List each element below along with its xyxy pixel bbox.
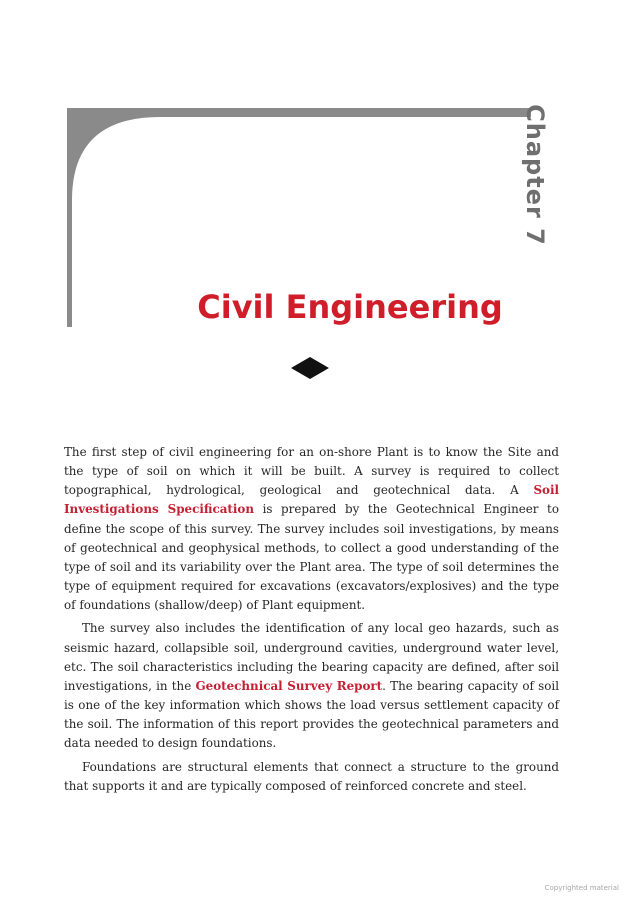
chapter-label-text: Chapter 7 (521, 104, 549, 246)
chapter-title: Civil Engineering (197, 288, 503, 326)
paragraph-1-before: The first step of civil engineering for an on-shore Plant is to know the Site and the type of soil on which it will be built. A survey is required to collect topographical, hydrological, geological and geotechnical data. A (64, 445, 559, 498)
paragraph-2 (64, 619, 559, 753)
body-text (64, 443, 559, 800)
paragraph-3: Foundations are structural elements that connect a structure to the ground that supports it and are typically composed of reinforced concrete and steel. (64, 759, 559, 793)
chapter-label (510, 104, 560, 246)
paragraph-2-before: The survey also includes the identification of any local geo hazards, such as seismic hazard, collapsible soil, underground cavities, underground water level, etc. The soil characteristics including the bearing capacity are defined, after soil investigations, in the (64, 621, 559, 693)
paragraph-2-after: . The bearing capacity of soil is one of the key information which shows the load versus settlement capacity of the soil. The information of this report provides the geotechnical parameters and data needed to design foundations. (64, 678, 559, 751)
geotechnical-survey-report-term: Geotechnical Survey Report (195, 678, 383, 693)
paragraph-1-after: is prepared by the Geotechnical Engineer to define the scope of this survey. The survey includes soil investigations, by means of geotechnical and geophysical methods, to collect a good understanding of the type of soil and its variability over the Plant area. The type of soil determines the type of equipment required for excavations (excavators/explosives) and the type of foundations (shallow/deep) of Plant equipment. (64, 502, 559, 613)
soil-investigations-specification-term: Soil Investigations Specification (64, 483, 559, 517)
diamond-ornament-icon (291, 357, 329, 379)
paragraph-1 (64, 443, 559, 615)
copyright-note: Copyrighted material (544, 884, 619, 892)
